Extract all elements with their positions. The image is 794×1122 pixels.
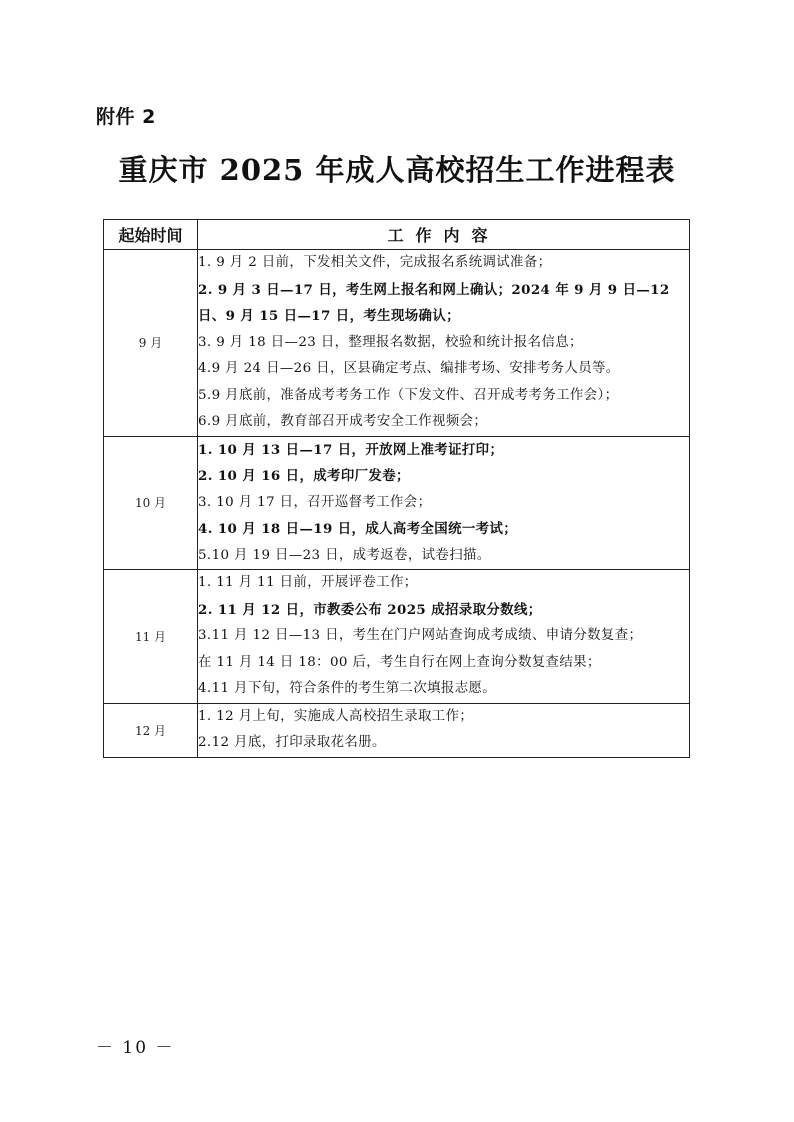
task-line: 在 11 月 14 日 18：00 后，考生自行在网上查询分数复查结果； <box>198 654 601 670</box>
table-row <box>104 703 690 757</box>
task-line: 2. 9 月 3 日—17 日，考生网上报名和网上确认；2024 年 9 月 9 日—12 <box>198 281 670 298</box>
content-cell <box>198 436 690 570</box>
table-row <box>104 250 690 437</box>
month-cell: 11 月 <box>104 570 198 704</box>
content-cell <box>198 703 690 757</box>
task-line: 3. 10 月 17 日，召开巡督考工作会； <box>198 494 432 510</box>
task-line: 5.9 月底前，准备成考考务工作（下发文件、召开成考考务工作会）； <box>198 387 619 403</box>
table-header-row <box>104 220 690 250</box>
task-line: 4.11 月下旬，符合条件的考生第二次填报志愿。 <box>198 681 497 696</box>
page-number: － 10 － <box>96 1038 175 1058</box>
header-start-time: 起始时间 <box>104 220 198 250</box>
task-line: 日、9 月 15 日—17 日，考生现场确认； <box>198 308 460 324</box>
schedule-body <box>104 250 690 758</box>
task-line: 4.9 月 24 日—26 日，区县确定考点、编排考场、安排考务人员等。 <box>198 361 620 376</box>
task-line: 6.9 月底前，教育部召开成考安全工作视频会； <box>198 414 488 429</box>
task-line: 1. 9 月 2 日前，下发相关文件，完成报名系统调试准备； <box>198 255 552 270</box>
task-line: 2. 10 月 16 日，成考印厂发卷； <box>198 468 410 484</box>
schedule-table <box>103 219 690 758</box>
task-line: 1. 11 月 11 日前，开展评卷工作； <box>198 575 418 590</box>
table-row <box>104 570 690 704</box>
task-line: 2.12 月底，打印录取花名册。 <box>198 735 386 750</box>
task-line: 1. 12 月上旬，实施成人高校招生录取工作； <box>198 708 474 724</box>
task-line: 4. 10 月 18 日—19 日，成人高考全国统一考试； <box>198 521 518 537</box>
month-cell: 12 月 <box>104 703 198 757</box>
attachment-label: 附件 2 <box>96 106 156 128</box>
month-cell: 10 月 <box>104 436 198 570</box>
task-line: 1. 10 月 13 日—17 日，开放网上准考证打印； <box>198 441 504 458</box>
task-line: 3.11 月 12 日—13 日，考生在门户网站查询成考成绩、申请分数复查； <box>198 628 643 643</box>
table-row <box>104 436 690 570</box>
content-cell <box>198 570 690 704</box>
content-cell <box>198 250 690 437</box>
task-line: 2. 11 月 12 日，市教委公布 2025 成招录取分数线； <box>198 601 542 618</box>
document-title: 重庆市 2025 年成人高校招生工作进程表 <box>118 153 676 187</box>
header-work-content: 工作内容 <box>198 220 690 250</box>
task-line: 3. 9 月 18 日—23 日，整理报名数据，校验和统计报名信息； <box>198 334 583 350</box>
task-line: 5.10 月 19 日—23 日，成考返卷，试卷扫描。 <box>198 547 491 563</box>
month-cell: 9 月 <box>104 250 198 437</box>
